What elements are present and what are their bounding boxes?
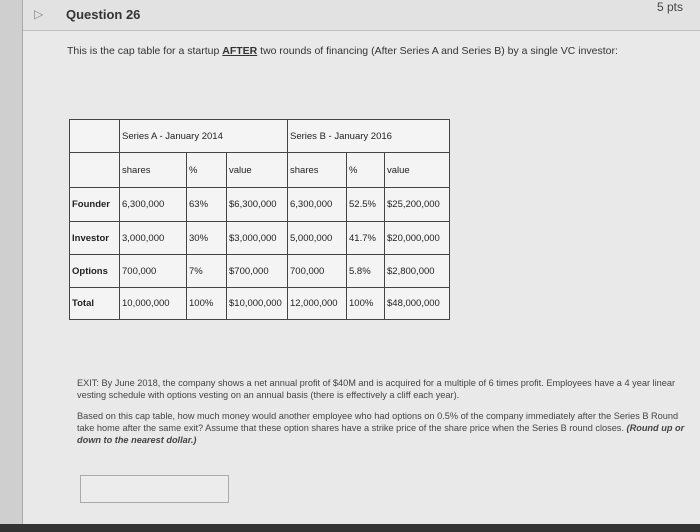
question-intro bbox=[67, 45, 618, 57]
intro-emphasis: AFTER bbox=[222, 45, 258, 57]
cell: 52.5% bbox=[347, 188, 385, 222]
row-label: Founder bbox=[70, 188, 120, 222]
cell: $6,300,000 bbox=[227, 188, 288, 222]
cell: $2,800,000 bbox=[385, 255, 450, 288]
group-header: Series B - January 2016 bbox=[288, 120, 450, 153]
cell: 700,000 bbox=[288, 255, 347, 288]
cell: 6,300,000 bbox=[120, 188, 187, 222]
prompt-text: Based on this cap table, how much money would another employee who had options on 0.5% of the company immediately after the Series B Round take home after the same exit? Assume that these option shares have a strike price of the share price when the Series B round closes. bbox=[77, 411, 679, 433]
cell: $700,000 bbox=[227, 255, 288, 288]
intro-text-end: two rounds of financing (After Series A and Series B) by a single VC investor: bbox=[257, 45, 618, 57]
question-body bbox=[77, 377, 697, 455]
prompt-paragraph bbox=[77, 410, 697, 446]
column-header: shares bbox=[288, 153, 347, 188]
table-row bbox=[70, 222, 450, 255]
table-row bbox=[70, 288, 450, 320]
cell: 100% bbox=[347, 288, 385, 320]
exit-text: EXIT: By June 2018, the company shows a net annual profit of $40M and is acquired for a multiple of 6 times profit. Employees have a 4 year linear vesting schedule with options vesting on an annual basis (there is effectively a cliff each year). bbox=[77, 378, 676, 400]
cell: $10,000,000 bbox=[227, 288, 288, 320]
cell: 41.7% bbox=[347, 222, 385, 255]
table-row bbox=[70, 188, 450, 222]
corner-cell bbox=[70, 120, 120, 153]
question-header bbox=[23, 0, 700, 31]
cell: $25,200,000 bbox=[385, 188, 450, 222]
column-header: % bbox=[347, 153, 385, 188]
column-header: value bbox=[227, 153, 288, 188]
cell: 6,300,000 bbox=[288, 188, 347, 222]
column-header: % bbox=[187, 153, 227, 188]
cell: $20,000,000 bbox=[385, 222, 450, 255]
column-header: value bbox=[385, 153, 450, 188]
corner-cell bbox=[70, 153, 120, 188]
table-row bbox=[70, 255, 450, 288]
question-points: 5 pts bbox=[656, 0, 683, 14]
cell: $48,000,000 bbox=[385, 288, 450, 320]
row-label: Options bbox=[70, 255, 120, 288]
cell: 12,000,000 bbox=[288, 288, 347, 320]
intro-text: This is the cap table for a startup bbox=[67, 45, 223, 57]
cell: 7% bbox=[187, 255, 227, 288]
row-label: Total bbox=[70, 288, 120, 320]
cell: 30% bbox=[187, 222, 227, 255]
cell: 700,000 bbox=[120, 255, 187, 288]
cell: 63% bbox=[187, 188, 227, 222]
column-header: shares bbox=[120, 153, 187, 188]
prompt-emphasis: (Round up or down to the nearest dollar.) bbox=[77, 423, 685, 445]
row-label: Investor bbox=[70, 222, 120, 255]
answer-input[interactable] bbox=[80, 475, 229, 503]
cell: 5.8% bbox=[347, 255, 385, 288]
cell: 100% bbox=[187, 288, 227, 320]
cell: 3,000,000 bbox=[120, 222, 187, 255]
screen-bezel bbox=[0, 524, 700, 532]
cell: 5,000,000 bbox=[288, 222, 347, 255]
cap-table bbox=[69, 119, 450, 320]
question-title: Question 26 bbox=[66, 7, 141, 22]
question-card bbox=[22, 0, 700, 524]
cell: $3,000,000 bbox=[227, 222, 288, 255]
cell: 10,000,000 bbox=[120, 288, 187, 320]
group-header: Series A - January 2014 bbox=[120, 120, 288, 153]
flag-icon[interactable]: ▷ bbox=[34, 7, 44, 21]
